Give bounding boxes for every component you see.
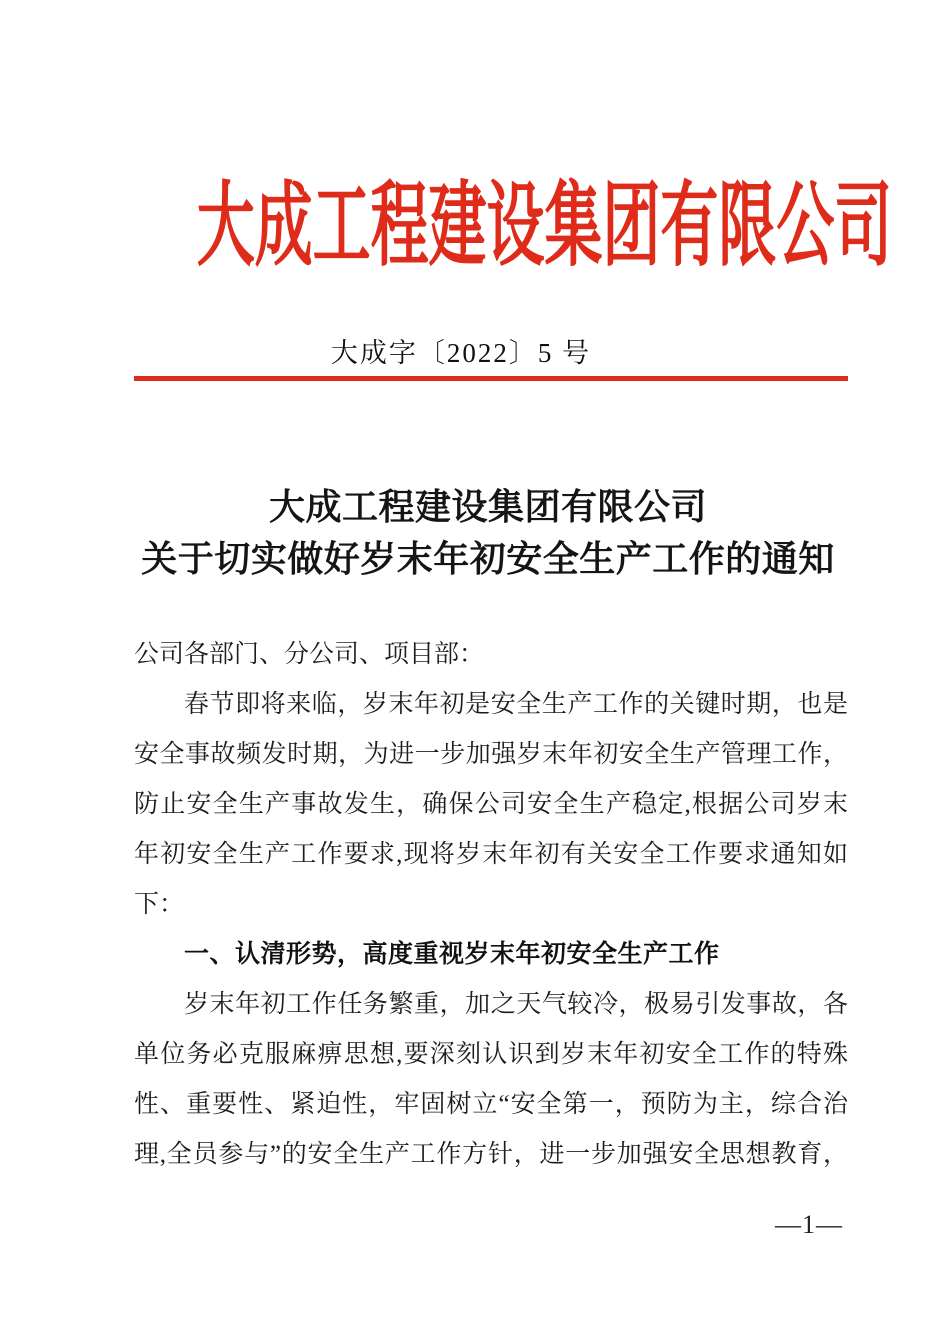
salutation-line: 公司各部门、分公司、项目部：: [134, 641, 485, 668]
body-line: 岁末年初工作任务繁重，加之天气较冷，极易引发事故，各: [184, 991, 848, 1018]
page-number: —1—: [775, 1210, 843, 1239]
body-line: 安全事故频发时期，为进一步加强岁末年初安全生产管理工作，: [134, 741, 848, 768]
document-title-line-1: 大成工程建设集团有限公司: [268, 487, 707, 527]
body-line: 下：: [134, 891, 185, 918]
red-divider-rule: [134, 376, 848, 381]
section-heading: 一、认清形势，高度重视岁末年初安全生产工作: [184, 941, 720, 968]
body-line: 性、重要性、紧迫性，牢固树立“安全第一，预防为主，综合治: [134, 1091, 848, 1118]
document-title: [13, 481, 950, 585]
body-line: 单位务必克服麻痹思想,要深刻认识到岁末年初安全工作的特殊: [134, 1041, 848, 1068]
body-line: 防止安全生产事故发生，确保公司安全生产稳定,根据公司岁末: [134, 791, 848, 818]
body-line: 春节即将来临，岁末年初是安全生产工作的关键时期，也是: [184, 691, 848, 718]
body-line: 理,全员参与”的安全生产工作方针，进一步加强安全思想教育，: [134, 1141, 848, 1168]
document-number: 大成字〔2022〕5 号: [330, 338, 592, 368]
body-line: 年初安全生产工作要求,现将岁末年初有关安全工作要求通知如: [134, 841, 848, 868]
letterhead-company-name: 大成工程建设集团有限公司: [196, 175, 893, 277]
document-title-line-2: 关于切实做好岁末年初安全生产工作的通知: [141, 539, 835, 579]
body-text: [134, 630, 848, 1180]
